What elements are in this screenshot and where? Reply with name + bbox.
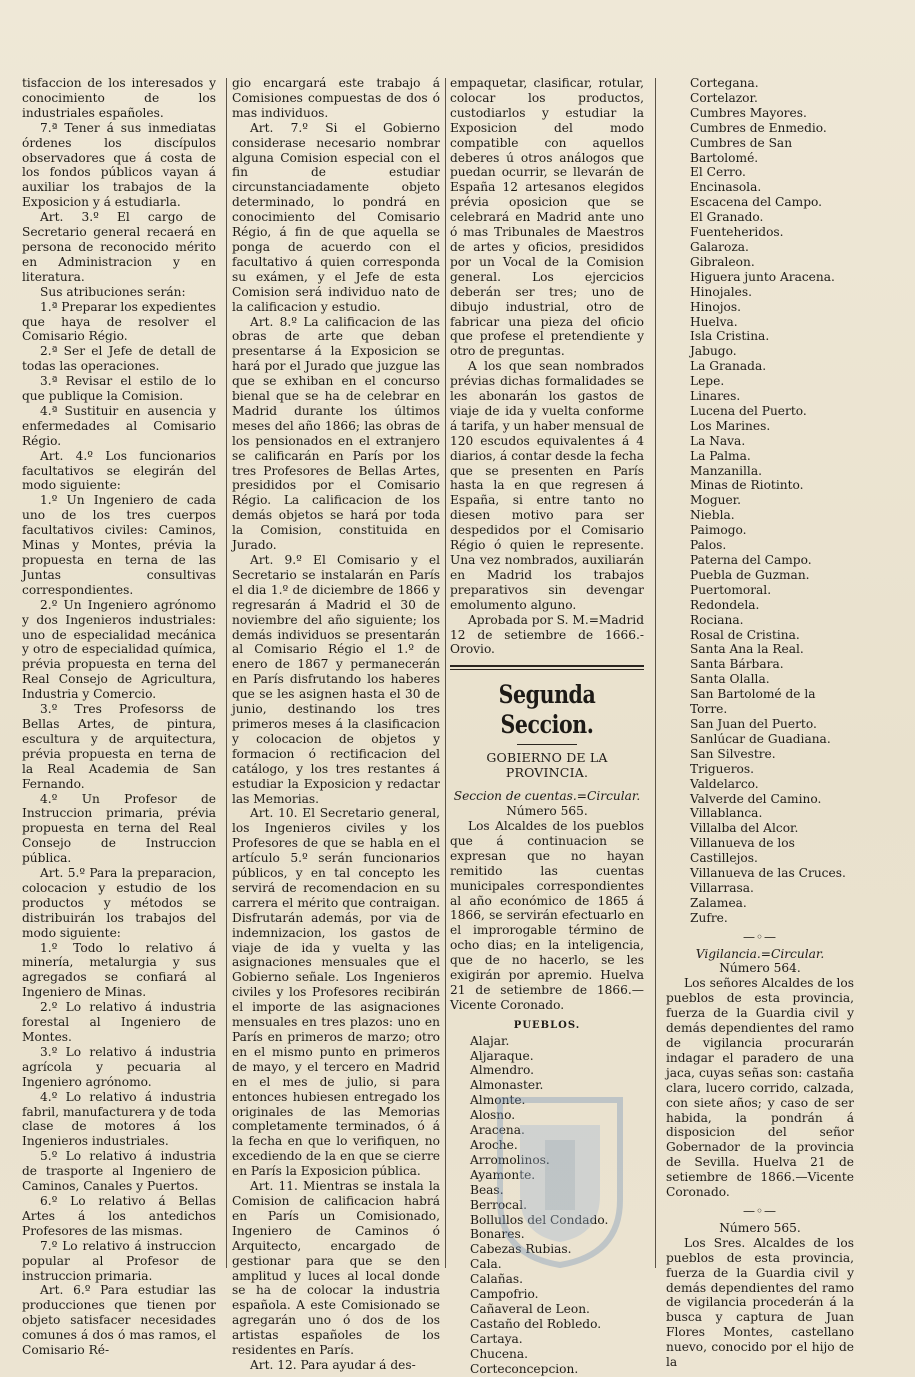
pueblo-item: La Nava. — [690, 433, 746, 448]
pueblo-item: Huelva. — [690, 314, 738, 329]
pueblo-item: Puertomoral. — [690, 582, 772, 597]
pueblo-item: Valdelarco. — [690, 776, 759, 791]
paragraph: gio encargará este trabajo á Comisiones compuestas de dos ó mas individuos. — [232, 76, 440, 120]
paragraph: Art. 4.º Los funcionarios facultativos se elegirán del modo siguiente: — [22, 448, 216, 493]
paragraph: Art. 6.º Para estudiar las producciones que tienen por objeto satisfacer necesidades comunes á dos ó mas ramos, el Comisario Ré- — [22, 1283, 216, 1358]
pueblo-item: Villanueva de las Cruces. — [690, 866, 846, 881]
paragraph: Sus atribuciones serán: — [40, 284, 186, 299]
paragraph: 3.º Tres Profesorss de Bellas Artes, de pintura, escultura y de arquitectura, prévia propuesta en terna de la Real Academia de San Fernando. — [22, 702, 216, 791]
pueblo-item: San Bartolomé de la Torre. — [690, 687, 816, 717]
paragraph: Art. 7.º Si el Gobierno considerase necesario nombrar alguna Comision especial con el fin de estudiar circunstanciadamente objeto determinado, lo pondrá en conocimiento del Comisario Régio, á fin de que aquella se ponga de acuerdo con el facultativo á quien corresponda su exámen, y el Jefe de esta Comision será individuo nato de la calificacion y estudio. — [232, 120, 440, 314]
paragraph: 1.ª Preparar los expedientes que haya de resolver el Comisario Régio. — [22, 299, 216, 344]
pueblo-item: Redondela. — [690, 597, 760, 612]
paragraph: Art. 11. Mientras se instala la Comision de calificacion habrá en París un Comisionado, Ingeniero de Caminos ó Arquitecto, encargado de gestionar para que se den amplitud y luces al local donde se ha de colocar la industria española. A este Comisionado se agregarán uno ó dos de los artistas españoles de los residentes en París. — [232, 1179, 440, 1358]
paragraph: Art. 12. Para ayudar á des- — [250, 1357, 416, 1372]
pueblo-item: Gibraleon. — [690, 254, 755, 269]
paragraph: 7.ª Tener á sus inmediatas órdenes los discípulos observadores que á costa de los fondos públicos vayan á auxiliar los trabajos de la Exposicion y á estudiarla. — [22, 120, 216, 210]
numero-565-heading: Número 565. — [719, 1220, 801, 1235]
paragraph: 4.ª Sustituir en ausencia y enfermedades al Comisario Régio. — [22, 403, 216, 448]
pueblo-item: Cumbres de San Bartolomé. — [690, 135, 793, 165]
pueblo-item: Villanueva de los Castillejos. — [690, 836, 795, 866]
flores-text: Los Sres. Alcaldes de los pueblos de esta provincia, fuerza de la Guardia civil y demás dependientes del ramo de vigilancia procederán á la busca y captura de Juan Flores Montes, castellano nuevo, conocido por el hijo de la — [666, 1235, 854, 1370]
pueblo-item: Calañas. — [470, 1272, 523, 1287]
pueblos-list-continued — [666, 76, 854, 926]
pueblo-item: Alajar. — [470, 1033, 510, 1048]
pueblo-item: Aracena. — [470, 1123, 525, 1138]
paragraph: 5.º Lo relativo á industria de trasporte al Ingeniero de Caminos, Canales y Puertos. — [22, 1149, 216, 1194]
paragraph: 7.º Lo relativo á instruccion popular al Profesor de instruccion primaria. — [22, 1238, 216, 1283]
pueblo-item: Paimogo. — [690, 523, 747, 538]
pueblo-item: Paterna del Campo. — [690, 553, 812, 567]
paragraph: 3.ª Revisar el estilo de lo que publique la Comision. — [22, 374, 216, 404]
pueblo-item: Almendro. — [470, 1063, 534, 1078]
pueblo-item: Jabugo. — [690, 344, 737, 359]
pueblo-item: Zalamea. — [690, 895, 747, 910]
paragraph: 1.º Todo lo relativo á minería, metalurgia y sus agregados se confiará al Ingeniero de Minas. — [22, 940, 216, 1000]
pueblo-item: Aljaraque. — [470, 1048, 534, 1063]
column-divider — [226, 78, 227, 1268]
pueblo-item: Cumbres Mayores. — [690, 105, 807, 120]
pueblo-item: Escacena del Campo. — [690, 195, 823, 210]
pueblo-item: Villalba del Alcor. — [690, 821, 799, 836]
paragraph: Art. 10. El Secretario general, los Ingenieros civiles y los Profesores de que se habla en el artículo 5.º serán funcionarios públicos, y en tal concepto les servirá de recomendacion en su carrera el mérito que contraigan. Disfrutarán además, por via de indemnizacion, los gastos de viaje de ida y vuelta y las asignaciones mensuales que el Gobierno señale. Los Ingenieros civiles y los Profesores recibirán el importe de las asignaciones mensuales en tres plazos: uno en París en primeros de marzo; otro en el mismo punto en primeros de mayo, y el tercero en Madrid en el mes de julio, si para entonces hubiesen entregado los originales de las Memorias completamente terminados, ó á la fecha en que lo verifiquen, no excediendo de la en que se cierre en París la Exposicion pública. — [232, 806, 440, 1179]
pueblo-item: San Silvestre. — [690, 746, 776, 761]
pueblo-item: Ayamonte. — [470, 1167, 536, 1182]
column-2 — [232, 76, 440, 1372]
section-rule — [450, 665, 644, 670]
paragraph: Art. 9.º El Comisario y el Secretario se instalarán en París el dia 1.º de diciembre de 1866 y regresarán á Madrid el 30 de noviembre del año siguiente; los demás individuos se presentarán al Comisario Régio el 1.º de enero de 1867 y permanecerán en París disfrutando los haberes que se les asignen hasta el 30 de junio, destinando los tres primeros meses á la clasificacion y colocacion de objetos y formacion ó rectificacion del catálogo, y los tres restantes á estudiar la Exposicion y redactar las Memorias. — [232, 553, 440, 806]
paragraph: 6.º Lo relativo á Bellas Artes á los antedichos Profesores de las mismas. — [22, 1193, 216, 1238]
paragraph: 2.ª Ser el Jefe de detall de todas las operaciones. — [22, 344, 216, 374]
pueblo-item: Encinasola. — [690, 180, 762, 195]
pueblo-item: Bonares. — [470, 1227, 525, 1242]
pueblo-item: Castaño del Robledo. — [470, 1316, 602, 1331]
pueblo-item: Trigueros. — [690, 761, 755, 776]
pueblo-item: Santa Olalla. — [690, 672, 770, 687]
cuentas-text: Los Alcaldes de los pueblos que á continuacion se expresan que no hayan remitido las cuentas municipales correspondientes al año económico de 1865 á 1866, se servirán efectuarlo en el improrogable término de ocho dias; en la inteligencia, que de no hacerlo, se les exigirán por apremio. Huelva 21 de setiembre de 1866.—Vicente Coronado. — [450, 818, 644, 1012]
pueblo-item: La Granada. — [690, 359, 767, 374]
pueblo-item: Cañaveral de Leon. — [470, 1301, 590, 1316]
pueblo-item: Cumbres de Enmedio. — [690, 120, 827, 135]
pueblo-item: Moguer. — [690, 493, 742, 508]
pueblo-item: Arromolinos. — [470, 1152, 550, 1167]
pueblo-item: Rosal de Cristina. — [690, 627, 800, 642]
pueblo-item: Hinojos. — [690, 299, 741, 314]
pueblo-item: Beas. — [470, 1182, 504, 1197]
cuentas-heading: Seccion de cuentas.=Circular. — [453, 789, 641, 804]
vigilancia-text: Los señores Alcaldes de los pueblos de esta provincia, fuerza de la Guardia civil y demás dependientes del ramo de vigilancia procurarán indagar el paradero de una jaca, cuyas señas son: castaña clara, lucero corrido, calzada, con siete años; y caso de ser habida, la pondrán á disposicion del señor Gobernador de la provincia de Sevilla. Huelva 21 de setiembre de 1866.—Vicente Coronado. — [666, 976, 854, 1200]
pueblo-item: Fuenteheridos. — [690, 225, 784, 240]
paragraph: 2.º Lo relativo á industria forestal al Ingeniero de Montes. — [22, 1000, 216, 1044]
pueblo-item: Minas de Riotinto. — [690, 478, 804, 493]
divider — [517, 744, 577, 745]
pueblo-item: La Palma. — [690, 448, 751, 463]
ornament: —◦— — [742, 1203, 778, 1218]
paragraph: Art. 5.º Para la preparacion, colocacion y estudio de los productos y métodos se distribuirán los trabajos del modo siguiente: — [22, 866, 216, 940]
section-title: Segunda Seccion. — [498, 680, 596, 740]
pueblo-item: Villablanca. — [690, 806, 763, 821]
numero-565-heading: Número 565. — [506, 804, 588, 819]
pueblo-item: Chucena. — [470, 1346, 529, 1361]
pueblo-item: San Juan del Puerto. — [690, 716, 817, 731]
pueblo-item: Hinojales. — [690, 284, 752, 299]
ornament: —◦— — [742, 929, 778, 944]
pueblo-item: Manzanilla. — [690, 463, 762, 478]
pueblo-item: Higuera junto Aracena. — [690, 269, 835, 284]
pueblo-item: Sanlúcar de Guadiana. — [690, 731, 831, 746]
pueblo-item: Corteconcepcion. — [470, 1361, 579, 1376]
paragraph: Art. 8.º La calificacion de las obras de arte que deban presentarse á la Exposicion se hará por el Jurado que juzgue las que se exhiban en el concurso bienal que se ha de celebrar en Madrid durante los últimos meses del año 1866; las obras de los pensionados en el extranjero se calificarán en París por los tres Profesores de Bellas Artes, presididos por el Comisario Régio. La calificacion de los demás objetos se hará por toda la Comision, constituida en Jurado. — [232, 314, 440, 553]
pueblo-item: Santa Ana la Real. — [690, 642, 804, 657]
paragraph: 2.º Un Ingeniero agrónomo y dos Ingenieros industriales: uno de especialidad mecánica y otro de especialidad química, prévia propuesta en terna del Real Consejo de Agricultura, Industria y Comercio. — [22, 597, 216, 702]
paragraph: empaquetar, clasificar, rotular, colocar los productos, custodiarlos y estudiar la Exposicion del modo compatible con aquellos deberes ú otros análogos que puedan ocurrir, se llevarán de España 12 artesanos elegidos prévia oposicion que se celebrará en Madrid ante uno ó mas Tribunales de Maestros de artes y oficios, presididos por un Vocal de la Comision general. Los ejercicios deberán ser tres; uno de dibujo industrial, otro de fabricar una pieza del oficio que profese el pretendiente y otro de preguntas. — [450, 76, 644, 359]
pueblo-item: Lepe. — [690, 374, 725, 389]
pueblo-item: Lucena del Puerto. — [690, 403, 807, 418]
pueblo-item: Aroche. — [470, 1138, 518, 1152]
pueblo-item: Bollullos del Condado. — [470, 1212, 609, 1227]
pueblo-item: Cabezas Rubias. — [470, 1242, 572, 1257]
column-divider — [445, 78, 446, 1268]
pueblo-item: El Cerro. — [690, 165, 746, 180]
pueblo-item: Valverde del Camino. — [690, 791, 822, 806]
column-3 — [450, 76, 644, 1376]
paragraph: tisfaccion de los interesados y conocimiento de los industriales españoles. — [22, 76, 216, 120]
paragraph: Art. 3.º El cargo de Secretario general recaerá en persona de reconocido mérito en Administracion y en literatura. — [22, 210, 216, 284]
column-4 — [666, 76, 854, 1370]
pueblo-item: Isla Cristina. — [690, 329, 770, 344]
pueblo-item: Alosno. — [470, 1108, 516, 1123]
pueblo-item: Niebla. — [690, 508, 735, 523]
pueblos-heading: PUEBLOS. — [513, 1019, 581, 1031]
pueblo-item: Villarrasa. — [690, 880, 754, 895]
pueblo-item: Rociana. — [690, 612, 744, 627]
pueblo-item: Berrocal. — [470, 1197, 528, 1212]
pueblo-item: Puebla de Guzman. — [690, 567, 810, 582]
paragraph: 3.º Lo relativo á industria agrícola y pecuaria al Ingeniero agrónomo. — [22, 1044, 216, 1089]
paragraph: A los que sean nombrados prévias dichas formalidades se les abonarán los gastos de viaje de ida y vuelta conforme á tarifa, y un haber mensual de 120 escudos equivalentes á 4 diarios, á contar desde la fecha que se presenten en París hasta la en que regresen á España, si entre tanto no diesen motivo para ser despedidos por el Comisario Régio ó quien le represente. Una vez nombrados, auxiliarán en Madrid los trabajos preparativos sin devengar emolumento alguno. — [450, 359, 644, 612]
paragraph: 4.º Lo relativo á industria fabril, manufacturera y de toda clase de motores á los Ingenieros industriales. — [22, 1089, 216, 1149]
pueblo-item: Zufre. — [690, 910, 728, 925]
pueblos-list — [450, 1034, 644, 1377]
column-divider — [655, 78, 656, 1268]
decree-signature: Aprobada por S. M.=Madrid 12 de setiembre de 1666.-Orovio. — [450, 612, 644, 657]
pueblo-item: Palos. — [690, 538, 727, 553]
pueblo-item: Linares. — [690, 389, 741, 404]
pueblo-item: Galaroza. — [690, 239, 749, 254]
pueblo-item: Cala. — [470, 1257, 502, 1272]
paragraph: 4.º Un Profesor de Instruccion primaria, prévia propuesta en terna del Real Consejo de Instruccion pública. — [22, 791, 216, 866]
pueblo-item: Campofrio. — [470, 1287, 539, 1302]
pueblo-item: Los Marines. — [690, 418, 771, 433]
pueblo-item: Santa Bárbara. — [690, 657, 784, 672]
pueblo-item: Almonaster. — [470, 1078, 544, 1093]
paragraph: 1.º Un Ingeniero de cada uno de los tres cuerpos facultativos civiles: Caminos, Minas y Montes, prévia la propuesta en terna de las Juntas consultivas correspondientes. — [22, 493, 216, 597]
pueblo-item: Almonte. — [470, 1093, 526, 1108]
column-1 — [22, 76, 216, 1358]
numero-564-heading: Número 564. — [719, 961, 801, 976]
pueblo-item: Cortelazor. — [690, 90, 758, 105]
pueblo-item: Cortegana. — [690, 76, 759, 90]
vigilancia-heading: Vigilancia.=Circular. — [695, 946, 825, 961]
pueblo-item: Cartaya. — [470, 1331, 523, 1346]
pueblo-item: El Granado. — [690, 210, 764, 225]
gobierno-heading: GOBIERNO DE LA PROVINCIA. — [486, 750, 608, 781]
